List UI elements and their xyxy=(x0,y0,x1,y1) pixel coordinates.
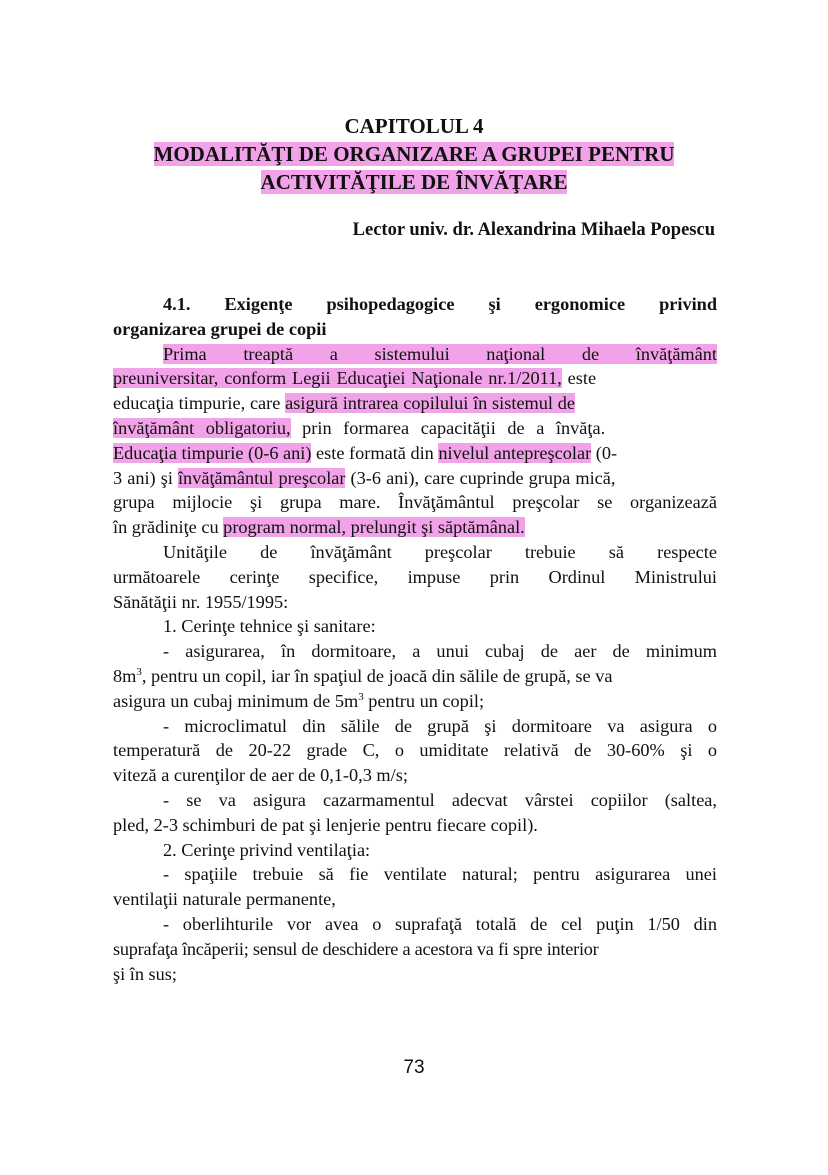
highlight: învăţământ obligatoriu, xyxy=(113,417,291,438)
chapter-title-line-2: ACTIVITĂŢILE DE ÎNVĂŢARE xyxy=(260,170,568,194)
text-run: (3-6 ani), care cuprinde grupa mică, xyxy=(345,467,616,488)
highlight: program normal, prelungit şi săptămânal. xyxy=(223,517,525,538)
list-item-line: temperatură de 20-22 grade C, o umiditate relativă de 30-60% şi o xyxy=(113,740,717,761)
paragraph-line xyxy=(113,466,717,491)
highlight: nivelul antepreşcolar xyxy=(438,442,592,463)
highlight: învăţământul preşcolar xyxy=(177,467,346,488)
paragraph-line xyxy=(113,416,717,441)
section-heading-line-2: organizarea grupei de copii xyxy=(113,318,327,339)
list-item-line: şi în sus; xyxy=(113,963,178,984)
list-item-line: ventilaţii naturale permanente, xyxy=(113,889,336,910)
superscript: 3 xyxy=(136,665,142,678)
text-run: este xyxy=(561,368,597,389)
text-run: , pentru un copil, iar în spaţiul de joacă din sălile de grupă, se va xyxy=(141,665,613,686)
paragraph-line: următoarele cerinţe specifice, impuse prin Ordinul Ministrului xyxy=(113,566,717,587)
text-run: este formată din xyxy=(311,442,439,463)
list-item-line: - asigurarea, în dormitoare, a unui cubaj de aer de minimum xyxy=(163,641,717,662)
list-item-line: suprafaţa încăperii; sensul de deschidere a acestora va fi spre interior xyxy=(113,938,599,959)
chapter-number: CAPITOLUL 4 xyxy=(344,114,484,138)
list-title: 1. Cerinţe tehnice şi sanitare: xyxy=(163,616,376,637)
paragraph-line xyxy=(113,515,717,540)
highlight: preuniversitar, conform Legii Educaţiei Naţionale nr.1/2011, xyxy=(113,368,562,389)
text-run: 3 ani) şi xyxy=(113,467,178,488)
text-run: asigura un cubaj minimum de 5m xyxy=(113,690,359,711)
paragraph-line xyxy=(113,391,717,416)
author-line: Lector univ. dr. Alexandrina Mihaela Popescu xyxy=(352,220,715,240)
list-item-line xyxy=(113,689,717,714)
list-item-line: - microclimatul din sălile de grupă şi dormitoare va asigura o xyxy=(163,715,717,736)
list-item-line: - oberlihturile vor avea o suprafaţă totală de cel puţin 1/50 din xyxy=(163,913,717,934)
chapter-heading xyxy=(0,112,828,196)
text-run: prin formarea capacităţii de a învăţa. xyxy=(290,417,606,438)
paragraph-line: Sănătăţii nr. 1955/1995: xyxy=(113,591,289,612)
highlight: asigură intrarea copilului în sistemul de xyxy=(285,393,576,414)
list-item-line: viteză a curenţilor de aer de 0,1-0,3 m/s; xyxy=(113,765,408,786)
paragraph-line: grupa mijlocie şi grupa mare. Învăţământul preşcolar se organizează xyxy=(113,492,717,513)
list-item-line: - spaţiile trebuie să fie ventilate natural; pentru asigurarea unei xyxy=(163,864,717,885)
list-title: 2. Cerinţe privind ventilaţia: xyxy=(163,839,371,860)
paragraph-line xyxy=(113,441,717,466)
paragraph-line xyxy=(113,342,717,367)
list-item-line: - se va asigura cazarmamentul adecvat vârstei copiilor (saltea, xyxy=(163,789,717,810)
page-number: 73 xyxy=(403,1057,425,1078)
highlight: Educaţia timpurie (0-6 ani) xyxy=(113,442,312,463)
text-run: 8m xyxy=(113,665,137,686)
paragraph-line: Unităţile de învăţământ preşcolar trebuie să respecte xyxy=(163,541,717,562)
highlight: Prima treaptă a sistemului naţional de învăţământ xyxy=(163,343,717,364)
list-item-line: pled, 2-3 schimburi de pat şi lenjerie pentru fiecare copil). xyxy=(113,814,538,835)
list-item-line xyxy=(113,664,717,689)
text-run: în grădiniţe cu xyxy=(113,517,224,538)
text-run: (0- xyxy=(591,442,618,463)
text-run: educaţia timpurie, care xyxy=(113,393,286,414)
paragraph-line xyxy=(113,366,717,391)
section-heading-line-1: 4.1. Exigenţe psihopedagogice şi ergonomice privind xyxy=(163,294,717,314)
superscript: 3 xyxy=(358,690,364,703)
body-text xyxy=(113,292,717,986)
chapter-title-line-1: MODALITĂŢI DE ORGANIZARE A GRUPEI PENTRU xyxy=(153,142,675,166)
text-run: pentru un copil; xyxy=(363,690,485,711)
